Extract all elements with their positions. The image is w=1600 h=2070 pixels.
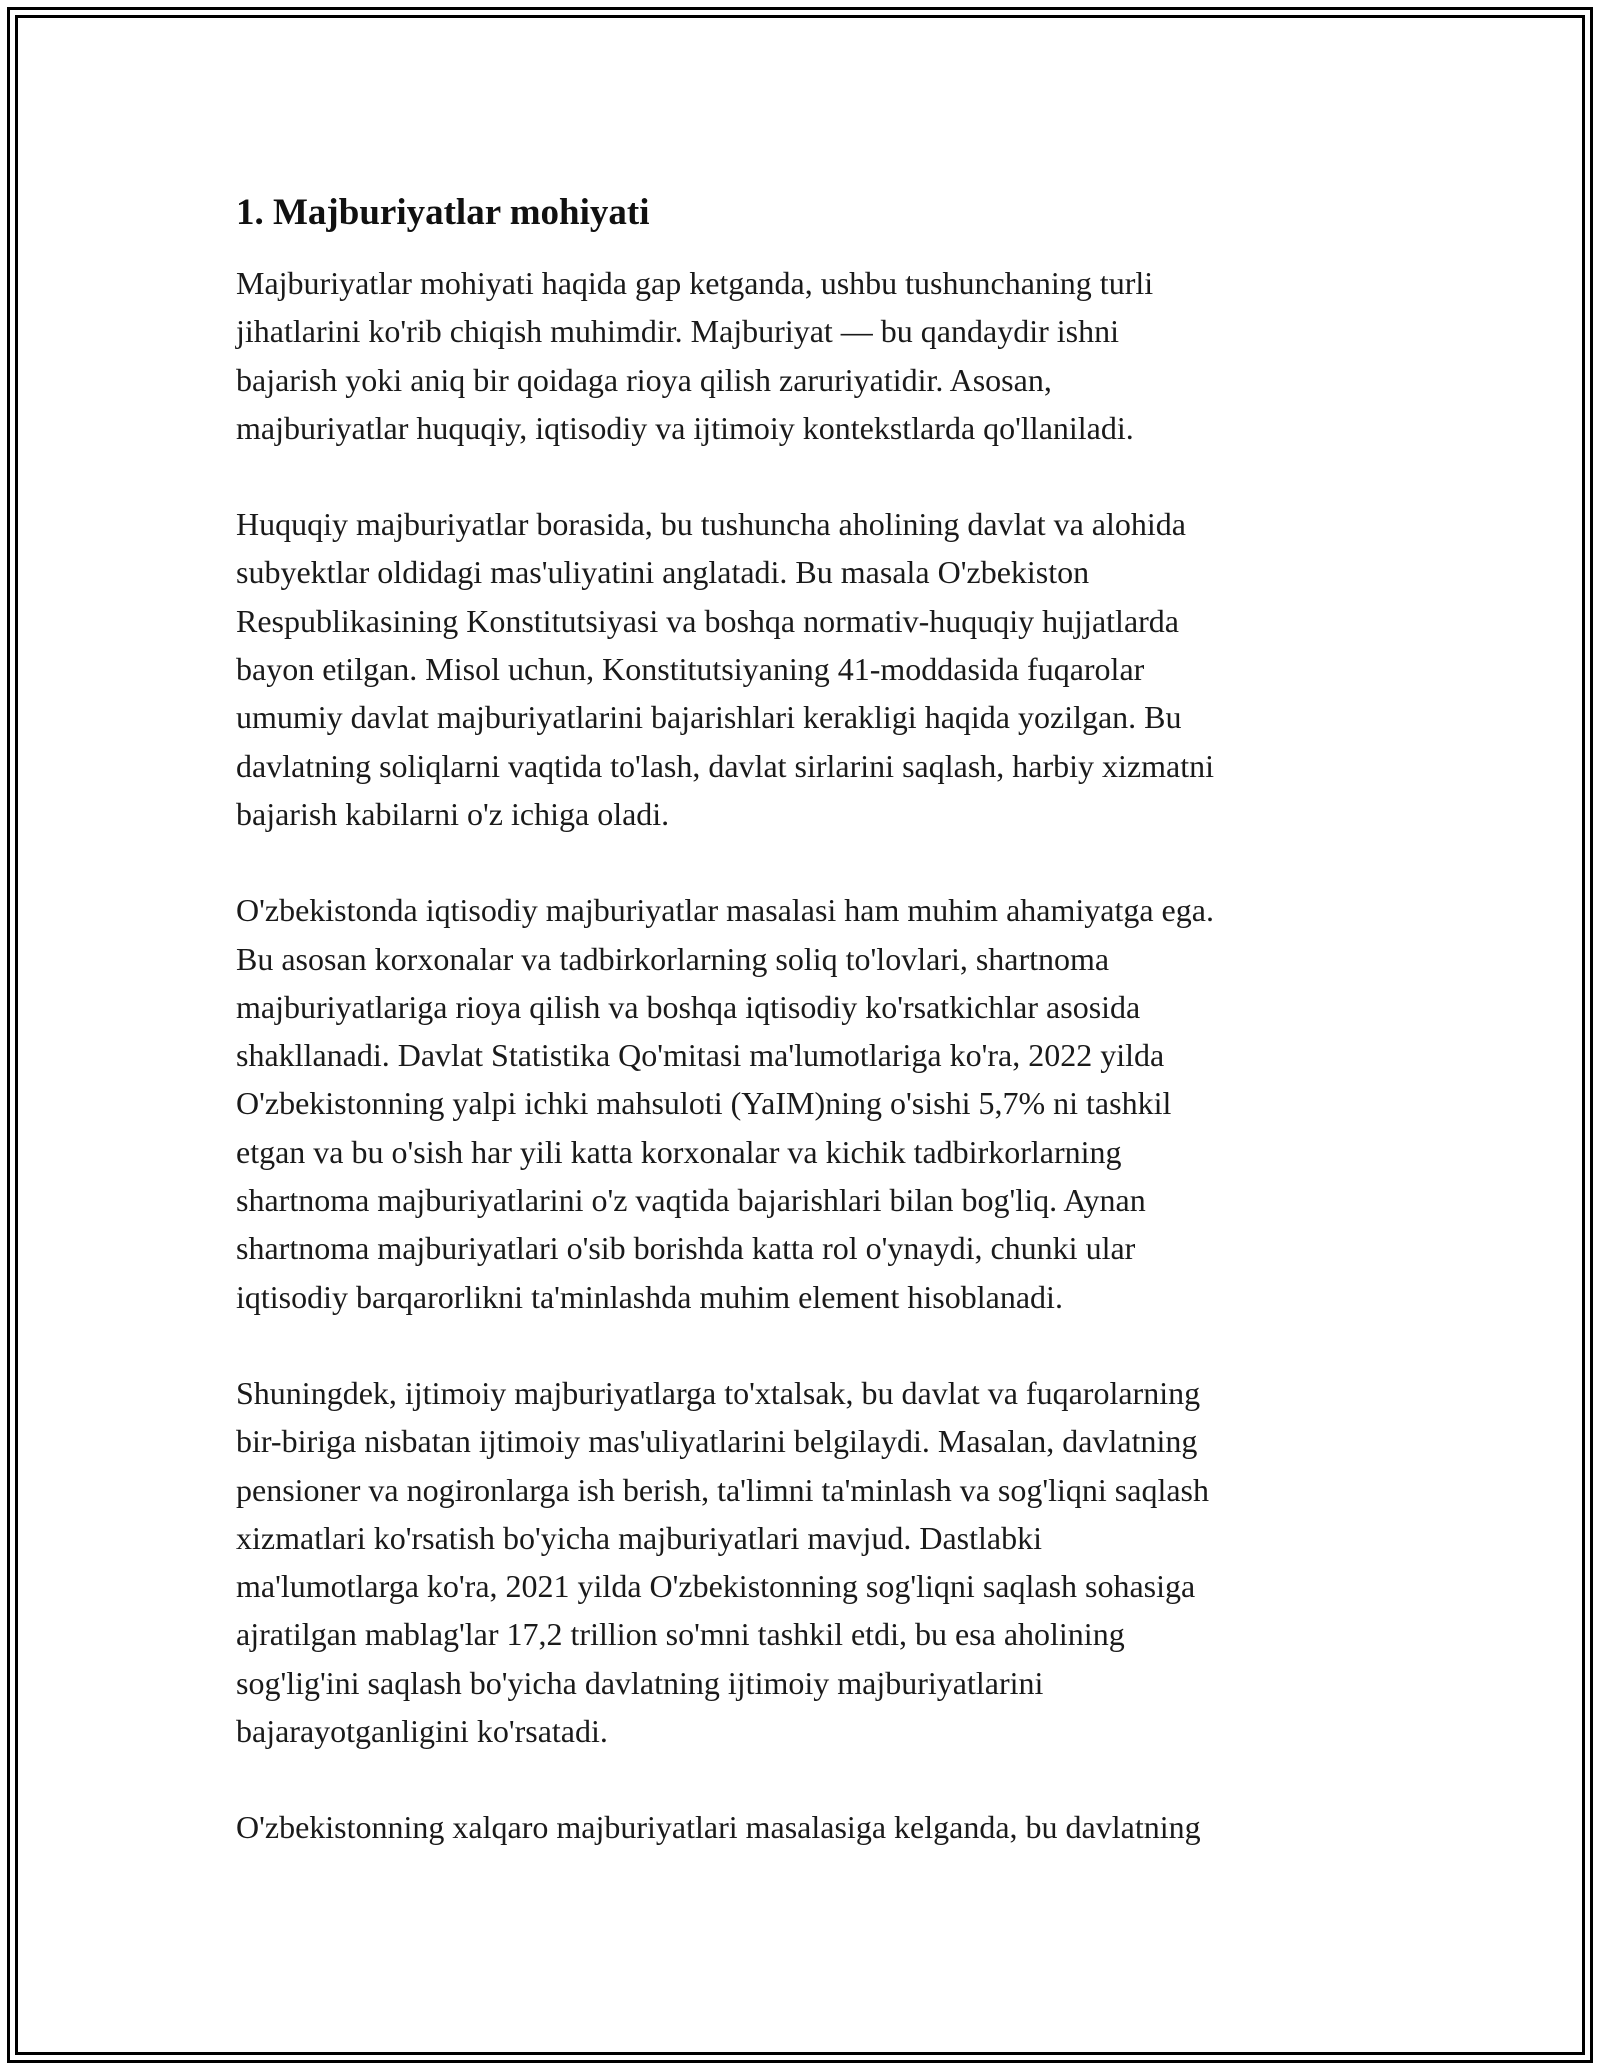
- paragraph-line: umumiy davlat majburiyatlarini bajarishlari kerakligi haqida yozilgan. Bu: [236, 699, 1182, 736]
- paragraph-5: [236, 1803, 1386, 1851]
- paragraph-line: O'zbekistonning xalqaro majburiyatlari masalasiga kelganda, bu davlatning: [236, 1809, 1201, 1846]
- paragraph-line: O'zbekistonning yalpi ichki mahsuloti (YaIM)ning o'sishi 5,7% ni tashkil: [236, 1085, 1172, 1122]
- paragraph-line: ma'lumotlarga ko'ra, 2021 yilda O'zbekistonning sog'liqni saqlash sohasiga: [236, 1568, 1196, 1605]
- paragraph-2: [236, 500, 1386, 838]
- paragraph-line: bajarayotganligini ko'rsatadi.: [236, 1713, 608, 1750]
- paragraph-line: O'zbekistonda iqtisodiy majburiyatlar masalasi ham muhim ahamiyatga ega.: [236, 892, 1214, 929]
- paragraph-line: Respublikasining Konstitutsiyasi va boshqa normativ-huquqiy hujjatlarda: [236, 602, 1179, 639]
- paragraph-line: bir-biriga nisbatan ijtimoiy mas'uliyatlarini belgilaydi. Masalan, davlatning: [236, 1423, 1198, 1460]
- paragraph-line: davlatning soliqlarni vaqtida to'lash, davlat sirlarini saqlash, harbiy xizmatni: [236, 747, 1214, 784]
- paragraph-line: bajarish yoki aniq bir qoidaga rioya qilish zaruriyatidir. Asosan,: [236, 361, 1052, 398]
- paragraph-line: majburiyatlariga rioya qilish va boshqa iqtisodiy ko'rsatkichlar asosida: [236, 988, 1141, 1025]
- paragraph-3: [236, 886, 1386, 1321]
- paragraph-line: jihatlarini ko'rib chiqish muhimdir. Majburiyat — bu qandaydir ishni: [236, 313, 1119, 350]
- paragraph-line: shakllanadi. Davlat Statistika Qo'mitasi ma'lumotlariga ko'ra, 2022 yilda: [236, 1037, 1165, 1074]
- section-title: 1. Majburiyatlar mohiyati: [236, 192, 650, 233]
- paragraph-line: bajarish kabilarni o'z ichiga oladi.: [236, 795, 670, 832]
- paragraph-line: Shuningdek, ijtimoiy majburiyatlarga to'xtalsak, bu davlat va fuqarolarning: [236, 1374, 1201, 1411]
- paragraph-line: sog'lig'ini saqlash bo'yicha davlatning ijtimoiy majburiyatlarini: [236, 1664, 1044, 1701]
- paragraph-1: [236, 259, 1386, 452]
- paragraph-line: Huquqiy majburiyatlar borasida, bu tushuncha aholining davlat va alohida: [236, 506, 1186, 543]
- paragraph-line: shartnoma majburiyatlari o'sib borishda katta rol o'ynaydi, chunki ular: [236, 1230, 1136, 1267]
- paragraph-line: majburiyatlar huquqiy, iqtisodiy va ijtimoiy kontekstlarda qo'llaniladi.: [236, 409, 1134, 446]
- paragraph-line: etgan va bu o'sish har yili katta korxonalar va kichik tadbirkorlarning: [236, 1133, 1122, 1170]
- paragraph-line: Bu asosan korxonalar va tadbirkorlarning soliq to'lovlari, shartnoma: [236, 940, 1110, 977]
- paragraph-line: Majburiyatlar mohiyati haqida gap ketganda, ushbu tushunchaning turli: [236, 265, 1154, 301]
- paragraph-line: bayon etilgan. Misol uchun, Konstitutsiyaning 41-moddasida fuqarolar: [236, 651, 1145, 688]
- document-body: [236, 189, 1386, 1900]
- paragraph-line: subyektlar oldidagi mas'uliyatini anglatadi. Bu masala O'zbekiston: [236, 554, 1090, 591]
- paragraph-line: iqtisodiy barqarorlikni ta'minlashda muhim element hisoblanadi.: [236, 1278, 1063, 1315]
- paragraph-line: shartnoma majburiyatlarini o'z vaqtida bajarishlari bilan bog'liq. Aynan: [236, 1182, 1146, 1219]
- paragraph-line: ajratilgan mablag'lar 17,2 trillion so'mni tashkil etdi, bu esa aholining: [236, 1616, 1125, 1653]
- paragraph-4: [236, 1369, 1386, 1755]
- paragraph-line: xizmatlari ko'rsatish bo'yicha majburiyatlari mavjud. Dastlabki: [236, 1519, 1042, 1556]
- paragraph-line: pensioner va nogironlarga ish berish, ta'limni ta'minlash va sog'liqni saqlash: [236, 1471, 1209, 1508]
